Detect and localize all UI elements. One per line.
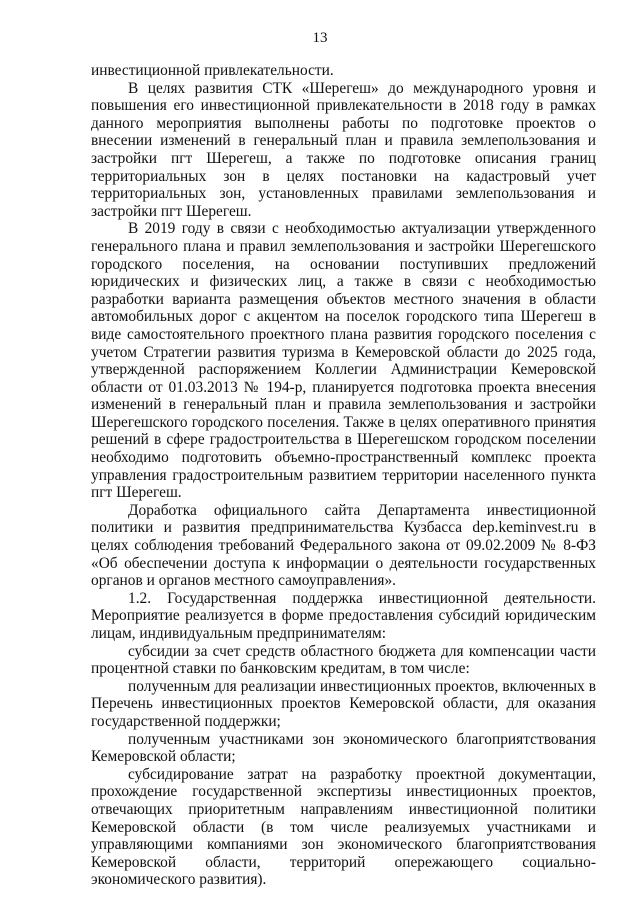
paragraph-2019-plan: В 2019 году в связи с необходимостью актуализации утвержденного генерального плана и правил землепользования и застройки Шерегешского городского поселения, на основании поступивших предложений юридических и физических лиц, а также в связи с необходимостью разработки варианта размещения объектов местного значения в области автомобильных дорог с акцентом на поселок городского типа Шерегеш в виде самостоятельного проектного плана развития городского поселения с учетом Стратегии развития туризма в Кемеровской области до 2025 года, утвержденной распоряжением Коллегии Администрации Кемеровской области от 01.03.2013 № 194-р, планируется подготовка проекта внесения изменений в генеральный план и правила землепользования и застройки Шерегешского городского поселения. Также в целях оперативного принятия решений в сфере градостроительства в Шерегешском городском поселении необходимо подготовить объемно-пространственный комплекс проекта управления градостроительным развитием территории населенного пункта пгт Шерегеш. [91, 220, 596, 502]
paragraph-design-subsidy: субсидирование затрат на разработку проектной документации, прохождение государственной экспертизы инвестиционных проектов, отвечающих приоритетным направлениям инвестиционной политики Кемеровской области (в том числе реализуемых участниками и управляющими компаниями зон экономического благоприятствования Кемеровской области, территорий опережающего социально-экономического развития). [91, 765, 596, 889]
paragraph-sheregesh-development: В целях развития СТК «Шерегеш» до международного уровня и повышения его инвестиционной привлекательности в 2018 году в рамках данного мероприятия выполнены работы по подготовке проектов о внесении изменений в генеральный план и правила землепользования и застройки пгт Шерегеш, а также по подготовке описания границ территориальных зон в целях постановки на кадастровый учет территориальных зон, установленных правилами землепользования и застройки пгт Шерегеш. [91, 79, 596, 220]
paragraph-investment-projects: полученным для реализации инвестиционных проектов, включенных в Перечень инвестиционных проектов Кемеровской области, для оказания государственной поддержки; [91, 677, 596, 730]
paragraph-subsidies: субсидии за счет средств областного бюджета для компенсации части процентной ставки по банковским кредитам, в том числе: [91, 642, 596, 678]
page-number: 13 [312, 30, 328, 46]
paragraph-state-support: 1.2. Государственная поддержка инвестиционной деятельности. Мероприятие реализуется в форме предоставления субсидий юридическим лицам, индивидуальным предпринимателям: [91, 589, 596, 642]
paragraph-continuation: инвестиционной привлекательности. [91, 62, 334, 79]
paragraph-website: Доработка официального сайта Департамента инвестиционной политики и развития предпринимательства Кузбасса dep.keminvest.ru в целях соблюдения требований Федерального закона от 09.02.2009 № 8-ФЗ «Об обеспечении доступа к информации о деятельности государственных органов и органов местного самоуправления». [91, 501, 596, 590]
document-body [91, 62, 596, 889]
paragraph-economic-zones: полученным участниками зон экономического благоприятствования Кемеровской области; [91, 730, 596, 766]
